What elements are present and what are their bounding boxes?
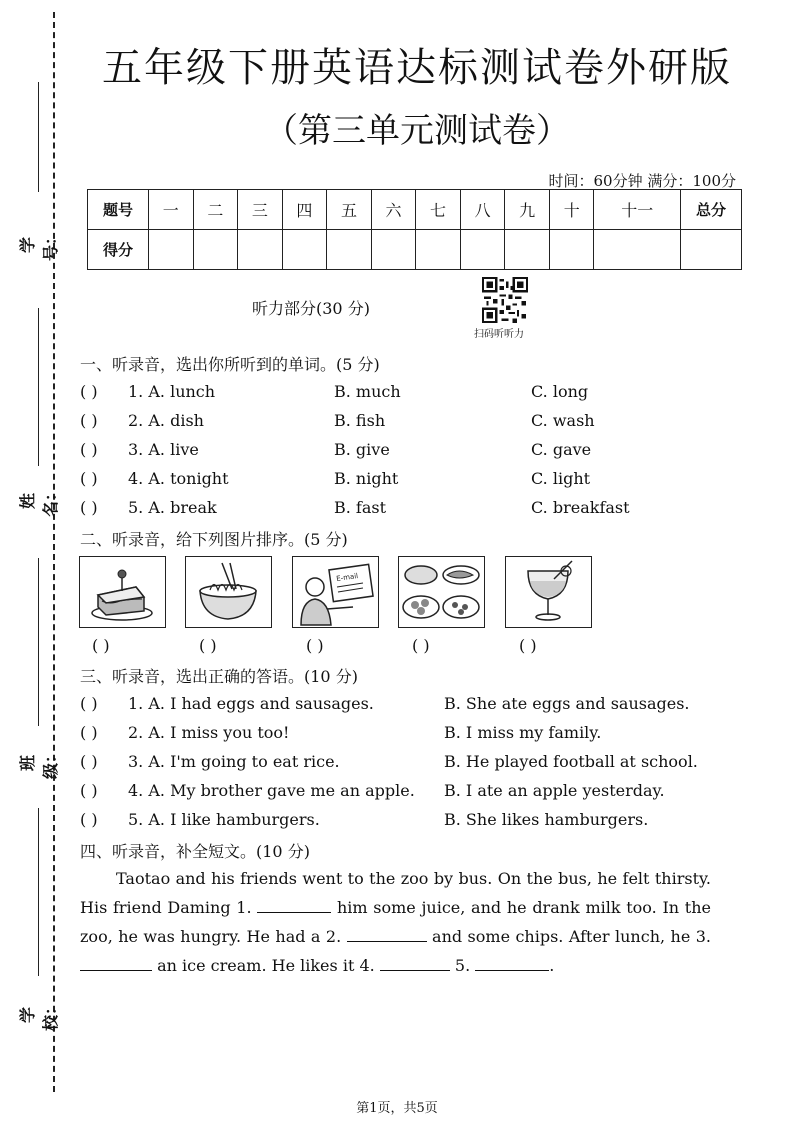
option-b: B. He played football at school. <box>444 752 698 771</box>
option-a: 4. A. My brother gave me an apple. <box>128 781 415 800</box>
score-cell <box>327 230 372 270</box>
score-table-score-row <box>88 230 742 270</box>
table-cell: 得分 <box>88 230 149 270</box>
score-cell <box>238 230 283 270</box>
score-cell <box>681 230 742 270</box>
qr-caption: 扫码听听力 <box>474 329 524 340</box>
table-cell: 题号 <box>88 190 149 230</box>
option-b: B. night <box>334 469 399 488</box>
answer-paren: ( ) <box>80 723 98 742</box>
score-cell <box>460 230 505 270</box>
answer-bracket: ( ) <box>92 636 110 655</box>
school-label: 学校： <box>18 999 60 1032</box>
option-b: B. She likes hamburgers. <box>444 810 649 829</box>
blank-1[interactable] <box>257 894 331 913</box>
answer-paren: ( ) <box>80 382 98 401</box>
table-cell: 八 <box>460 190 505 230</box>
cloze-text: 5. <box>454 956 471 975</box>
page-subtitle: （第三单元测试卷） <box>264 111 570 151</box>
cake-icon <box>79 556 166 628</box>
option-a: 2. A. dish <box>128 411 204 430</box>
dishes-icon <box>398 556 485 628</box>
table-cell: 七 <box>416 190 461 230</box>
blank-4[interactable] <box>380 952 450 971</box>
cloze-paragraph <box>80 864 711 980</box>
answer-paren: ( ) <box>80 810 98 829</box>
option-a: 2. A. I miss you too! <box>128 723 290 742</box>
section-3-title: 三、听录音，选出正确的答语。(10 分) <box>80 667 358 686</box>
cloze-text: Taotao and his friends went to the zoo by bus. On the bus, he felt thirsty. His friend Daming 1. <box>80 869 711 917</box>
score-cell <box>549 230 594 270</box>
page-number: 第1页，共5页 <box>356 1101 438 1116</box>
page-title: 五年级下册英语达标测试卷外研版 <box>102 45 732 91</box>
table-cell: 二 <box>193 190 238 230</box>
option-a: 1. A. I had eggs and sausages. <box>128 694 374 713</box>
option-b: B. much <box>334 382 401 401</box>
score-cell <box>282 230 327 270</box>
option-b: B. I miss my family. <box>444 723 602 742</box>
binding-dashed-line <box>53 12 55 1092</box>
score-table <box>87 189 742 270</box>
option-c: C. long <box>531 382 589 401</box>
cloze-text: an ice cream. He likes it 4. <box>157 956 375 975</box>
score-cell <box>505 230 550 270</box>
answer-paren: ( ) <box>80 752 98 771</box>
answer-paren: ( ) <box>80 781 98 800</box>
blank-5[interactable] <box>475 952 549 971</box>
class-label: 班级： <box>18 747 60 780</box>
answer-paren: ( ) <box>80 411 98 430</box>
section-1-title: 一、听录音，选出你所听到的单词。(5 分) <box>80 355 380 374</box>
option-b: B. She ate eggs and sausages. <box>444 694 690 713</box>
table-cell: 九 <box>505 190 550 230</box>
section-4-title: 四、听录音，补全短文。(10 分) <box>80 842 310 861</box>
option-b: B. fish <box>334 411 386 430</box>
option-a: 3. A. live <box>128 440 199 459</box>
option-a: 5. A. I like hamburgers. <box>128 810 320 829</box>
qr-code-icon[interactable] <box>482 277 528 323</box>
table-cell: 总分 <box>681 190 742 230</box>
class-line <box>38 558 39 726</box>
juice-icon <box>505 556 592 628</box>
table-cell: 四 <box>282 190 327 230</box>
option-a: 3. A. I'm going to eat rice. <box>128 752 340 771</box>
option-a: 1. A. lunch <box>128 382 216 401</box>
answer-bracket: ( ) <box>519 636 537 655</box>
table-cell: 三 <box>238 190 283 230</box>
cloze-text: him some juice, and he drank milk too. In the zoo, he was hungry. He had a 2. <box>80 898 711 946</box>
section-2-title: 二、听录音，给下列图片排序。(5 分) <box>80 530 348 549</box>
answer-bracket: ( ) <box>199 636 217 655</box>
name-line <box>38 308 39 466</box>
score-cell <box>594 230 681 270</box>
answer-bracket: ( ) <box>412 636 430 655</box>
student-id-label: 学号： <box>18 229 60 262</box>
score-cell <box>371 230 416 270</box>
option-c: C. breakfast <box>531 498 630 517</box>
table-cell: 一 <box>149 190 194 230</box>
time-info: 时间：60分钟 满分：100分 <box>548 172 736 190</box>
score-cell <box>416 230 461 270</box>
option-a: 5. A. break <box>128 498 217 517</box>
answer-paren: ( ) <box>80 440 98 459</box>
blank-3[interactable] <box>80 952 152 971</box>
option-b: B. give <box>334 440 390 459</box>
table-cell: 六 <box>371 190 416 230</box>
table-cell: 十一 <box>594 190 681 230</box>
screen-email-text: E-mail <box>335 571 359 583</box>
score-cell <box>149 230 194 270</box>
cloze-text: and some chips. After lunch, he 3. <box>432 927 711 946</box>
option-c: C. light <box>531 469 591 488</box>
school-line <box>38 808 39 976</box>
listening-part-label: 听力部分(30 分) <box>252 299 370 318</box>
score-table-header-row <box>88 190 742 230</box>
option-c: C. gave <box>531 440 592 459</box>
email-computer-icon <box>292 556 379 628</box>
score-cell <box>193 230 238 270</box>
option-a: 4. A. tonight <box>128 469 229 488</box>
student-id-line <box>38 82 39 192</box>
answer-paren: ( ) <box>80 498 98 517</box>
option-b: B. I ate an apple yesterday. <box>444 781 665 800</box>
option-b: B. fast <box>334 498 387 517</box>
answer-bracket: ( ) <box>306 636 324 655</box>
noodles-icon <box>185 556 272 628</box>
cloze-text: . <box>549 956 555 975</box>
table-cell: 十 <box>549 190 594 230</box>
option-c: C. wash <box>531 411 595 430</box>
answer-paren: ( ) <box>80 469 98 488</box>
name-label: 姓名： <box>18 485 60 518</box>
table-cell: 五 <box>327 190 372 230</box>
blank-2[interactable] <box>347 923 427 942</box>
answer-paren: ( ) <box>80 694 98 713</box>
